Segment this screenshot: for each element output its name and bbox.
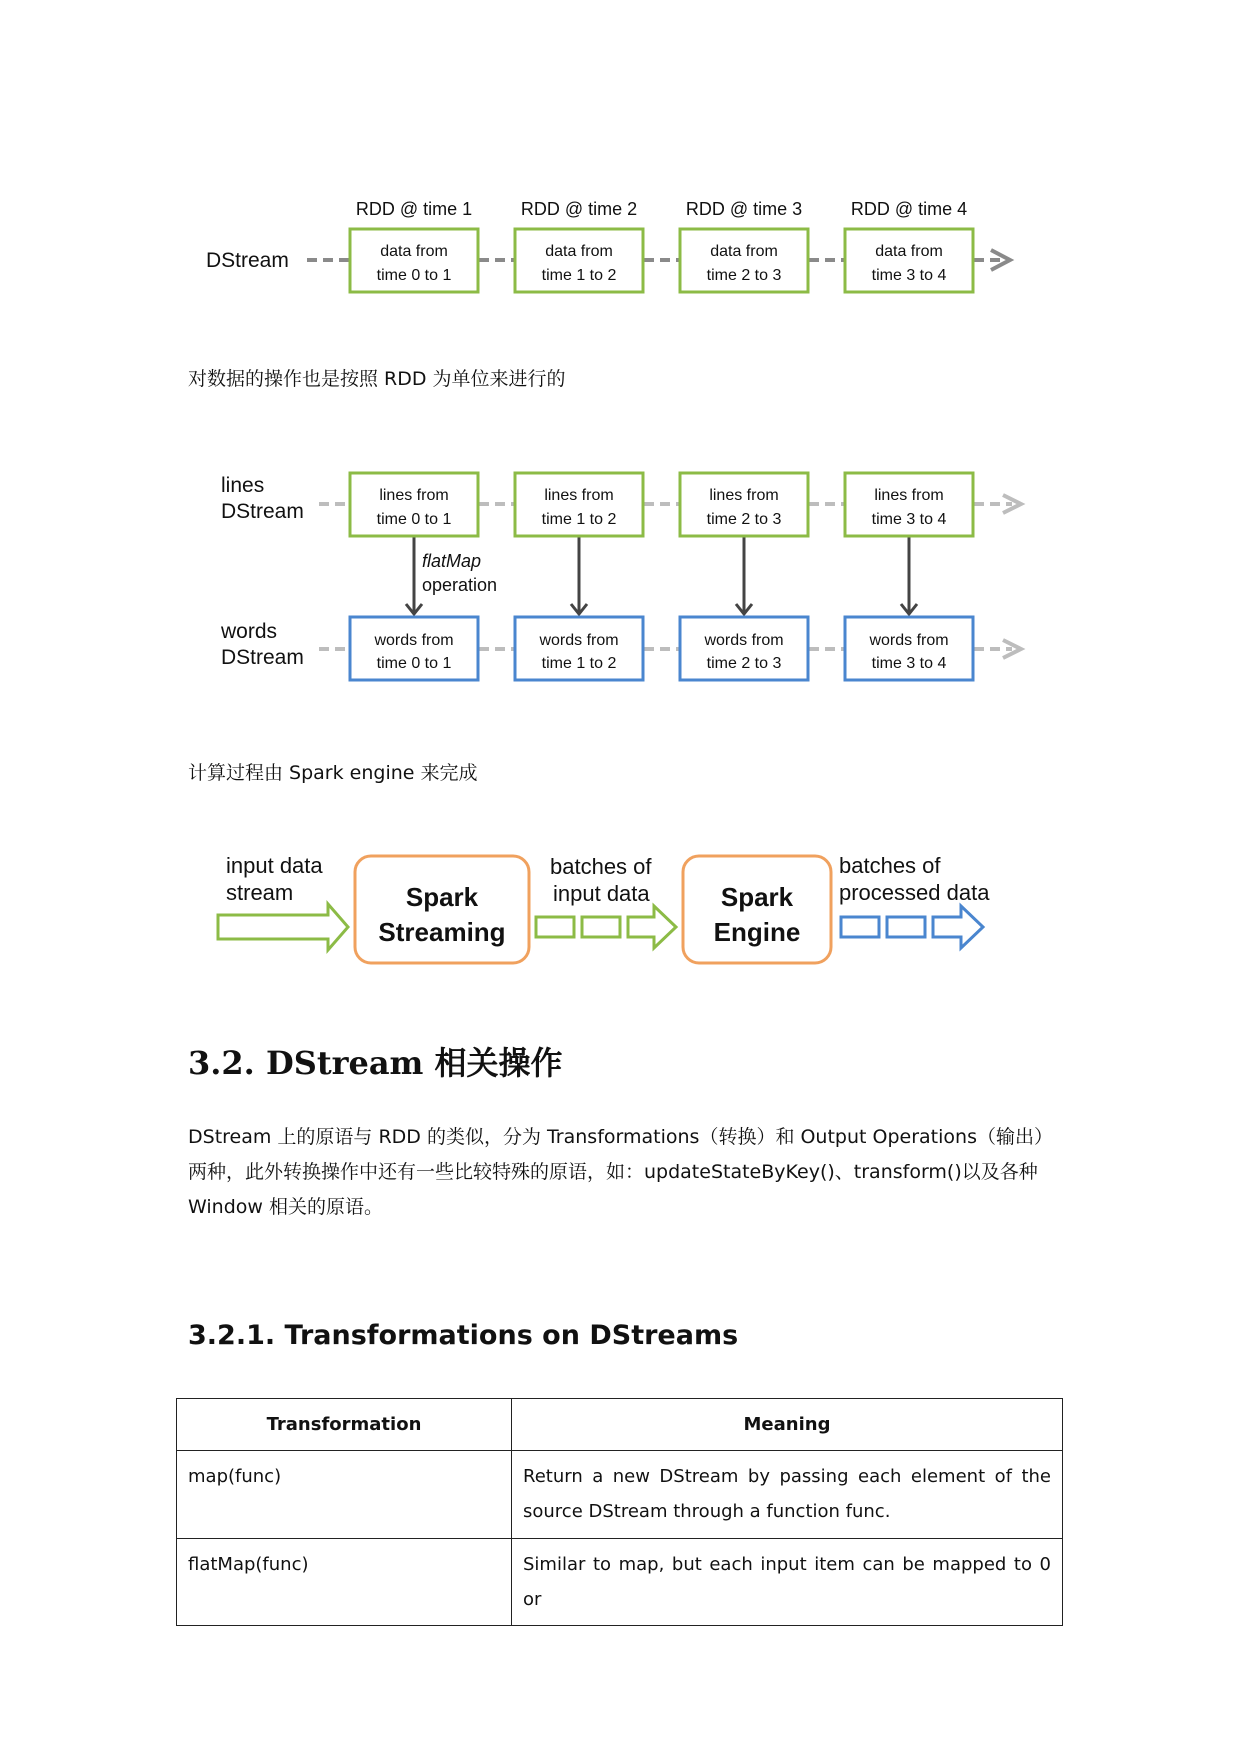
table-row [177, 1539, 1063, 1626]
lines-dstream-label: lines [221, 474, 265, 497]
lines-box-text: time 3 to 4 [871, 511, 947, 528]
lines-box-text: lines from [874, 487, 944, 504]
lines-box-text: lines from [379, 487, 449, 504]
words-box-text: words from [539, 632, 619, 649]
input-stream-arrow [218, 904, 348, 950]
flatmap-diagram [0, 460, 1241, 690]
table-row [177, 1451, 1063, 1539]
input-batches-label: batches of [550, 854, 652, 879]
input-batches-label: input data [553, 881, 650, 906]
input-stream-label: stream [226, 880, 294, 905]
rdd-box-text: data from [545, 243, 613, 260]
output-batch-arrow [933, 906, 983, 948]
transformation-meaning: Return a new DStream by passing each element of the source DStream through a function func. [512, 1451, 1063, 1539]
transformation-name: map(func) [177, 1451, 512, 1539]
words-box-text: words from [704, 632, 784, 649]
spark-streaming-pipeline-diagram [0, 840, 1241, 980]
table-header: Meaning [512, 1399, 1063, 1451]
lines-box-text: lines from [544, 487, 614, 504]
dstream-rdd-diagram [0, 180, 1241, 310]
flatmap-label: flatMap [422, 551, 482, 571]
input-batch-box [582, 917, 620, 937]
spark-engine-text: Spark [720, 882, 794, 912]
rdd-box-text: time 2 to 3 [706, 267, 782, 284]
transformations-table [176, 1398, 1063, 1626]
input-batch-box [536, 917, 574, 937]
output-batch-box [887, 917, 925, 937]
output-batch-box [841, 917, 879, 937]
rdd-header: RDD @ time 4 [850, 199, 968, 219]
spark-streaming-text: Streaming [378, 917, 506, 947]
flatmap-label: operation [422, 575, 498, 595]
input-batch-arrow [628, 906, 676, 948]
processed-batches-label: batches of [839, 853, 941, 878]
rdd-box-text: data from [380, 243, 448, 260]
input-stream-label: input data [226, 853, 323, 878]
words-box-text: time 2 to 3 [706, 655, 782, 672]
processed-batches-label: processed data [839, 880, 990, 905]
words-box-text: time 0 to 1 [376, 655, 452, 672]
section-heading-3-2: 3.2. DStream 相关操作 [188, 1044, 563, 1082]
spark-streaming-text: Spark [405, 882, 479, 912]
rdd-box-text: time 3 to 4 [871, 267, 947, 284]
transformation-meaning: Similar to map, but each input item can be mapped to 0 or [512, 1539, 1063, 1626]
rdd-header: RDD @ time 3 [685, 199, 803, 219]
section-heading-3-2-1: 3.2.1. Transformations on DStreams [188, 1320, 739, 1351]
rdd-header: RDD @ time 2 [520, 199, 638, 219]
words-box-text: time 3 to 4 [871, 655, 947, 672]
lines-box-text: time 1 to 2 [541, 511, 617, 528]
lines-box-text: lines from [709, 487, 779, 504]
dstream-label: DStream [206, 249, 289, 272]
words-box-text: words from [374, 632, 454, 649]
lines-box-text: time 0 to 1 [376, 511, 452, 528]
spark-engine-text: Engine [713, 917, 801, 947]
rdd-operation-paragraph: 对数据的操作也是按照 RDD 为单位来进行的 [188, 368, 566, 390]
lines-box-text: time 2 to 3 [706, 511, 782, 528]
rdd-box-text: data from [710, 243, 778, 260]
rdd-box-text: data from [875, 243, 943, 260]
lines-dstream-label: DStream [221, 500, 304, 523]
words-dstream-label: DStream [221, 646, 304, 669]
words-box-text: time 1 to 2 [541, 655, 617, 672]
dstream-primitives-paragraph: DStream 上的原语与 RDD 的类似，分为 Transformations（转换）和 Output Operations（输出）两种，此外转换操作中还有一些比较特殊的原语，如：updateStateByKey()、transform()以及各种 Window 相关的原语。 [188, 1126, 1053, 1218]
words-box-text: words from [869, 632, 949, 649]
rdd-box-text: time 0 to 1 [376, 267, 452, 284]
transformation-name: flatMap(func) [177, 1539, 512, 1626]
words-dstream-label: words [221, 620, 278, 643]
rdd-box-text: time 1 to 2 [541, 267, 617, 284]
table-header: Transformation [177, 1399, 512, 1451]
rdd-header: RDD @ time 1 [355, 199, 473, 219]
table-header-row [177, 1399, 1063, 1451]
spark-engine-paragraph: 计算过程由 Spark engine 来完成 [188, 762, 478, 784]
